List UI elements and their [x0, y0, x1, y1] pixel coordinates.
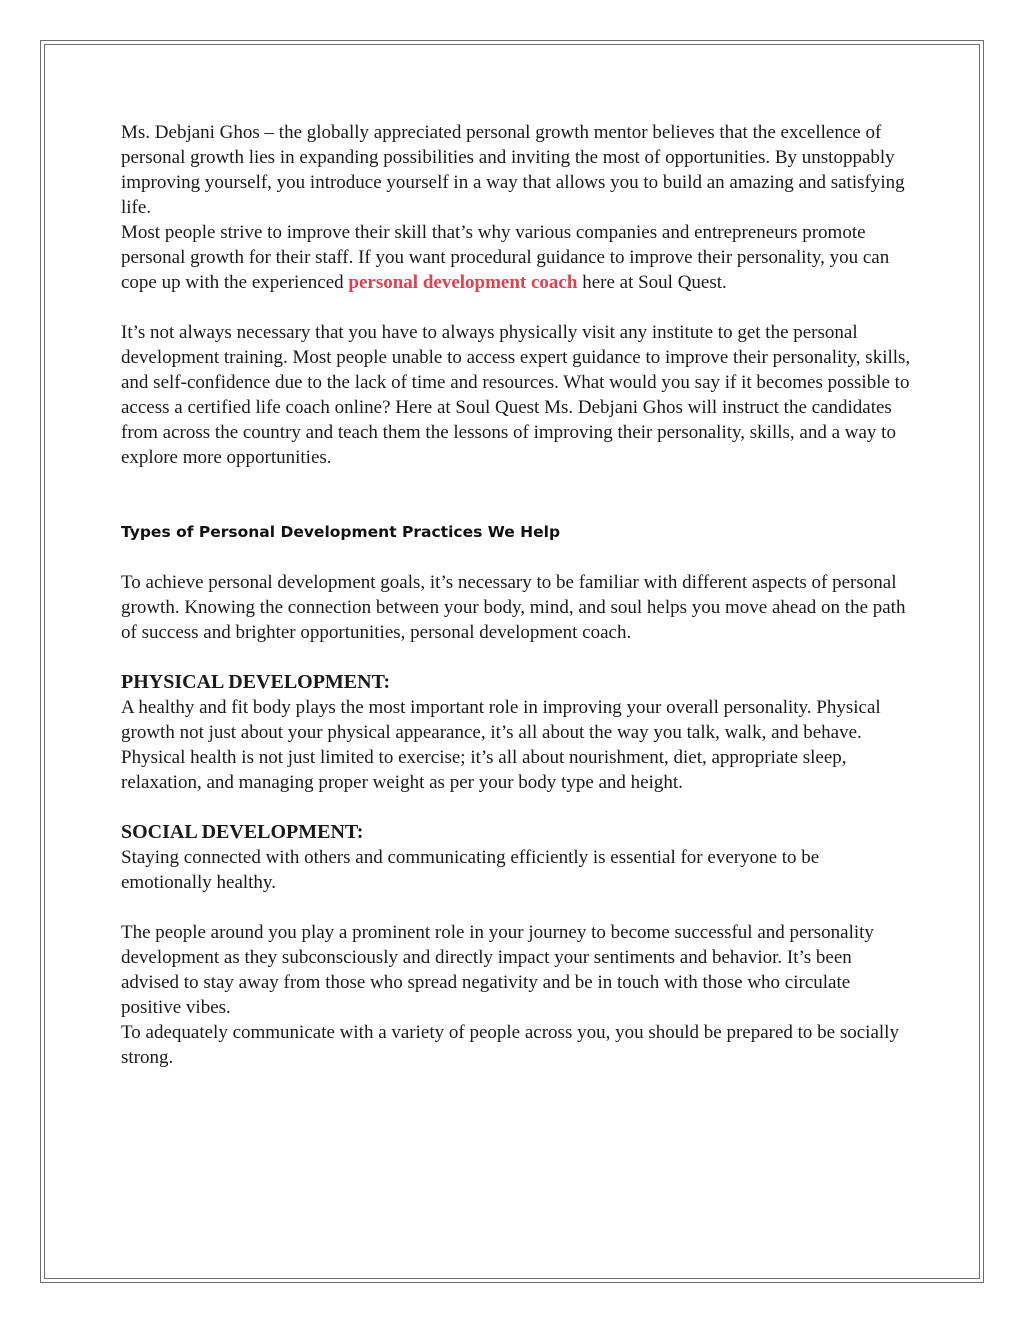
spacer: [121, 795, 911, 820]
social-paragraph-3: To adequately communicate with a variety of people across you, you should be prepared to be socially strong.: [121, 1022, 899, 1068]
social-paragraph-1: Staying connected with others and communicating efficiently is essential for everyone to be emotionally healthy.: [121, 847, 820, 893]
spacer: [121, 295, 911, 320]
types-paragraph: To achieve personal development goals, it’s necessary to be familiar with different aspects of personal growth. Knowing the connection between your body, mind, and soul helps you move ahead on the path of success and brighter opportunities, personal development coach.: [121, 572, 906, 643]
social-development-heading: SOCIAL DEVELOPMENT:: [121, 821, 364, 843]
spacer: [121, 470, 911, 520]
intro-paragraph-2: [121, 220, 911, 295]
document-body: [121, 120, 911, 1070]
section-heading-types: Types of Personal Development Practices We Help: [121, 523, 561, 541]
spacer: [121, 895, 911, 920]
physical-development-heading: PHYSICAL DEVELOPMENT:: [121, 671, 391, 693]
intro-paragraph-3: It’s not always necessary that you have to always physically visit any institute to get the personal development training. Most people unable to access expert guidance to improve their personality, skills, and self-confidence due to the lack of time and resources. What would you say if it becomes possible to access a certified life coach online? Here at Soul Quest Ms. Debjani Ghos will instruct the candidates from across the country and teach them the lessons of improving their personality, skills, and a way to explore more opportunities.: [121, 322, 911, 468]
spacer: [121, 545, 911, 570]
personal-development-coach-link[interactable]: personal development coach: [348, 272, 578, 293]
intro-paragraph-2-start: Most people strive to improve their skill that’s why various companies and entrepreneurs promote personal growth for their staff. If you want procedural guidance to improve their personality, you can cope up with the experienced: [121, 222, 890, 293]
physical-paragraph-2: Physical health is not just limited to exercise; it’s all about nourishment, diet, appropriate sleep, relaxation, and managing proper weight as per your body type and height.: [121, 747, 847, 793]
spacer: [121, 645, 911, 670]
intro-paragraph-1: Ms. Debjani Ghos – the globally appreciated personal growth mentor believes that the excellence of personal growth lies in expanding possibilities and inviting the most of opportunities. By unstoppably improving yourself, you introduce yourself in a way that allows you to build an amazing and satisfying life.: [121, 122, 905, 218]
physical-paragraph-1: A healthy and fit body plays the most important role in improving your overall personality. Physical growth not just about your physical appearance, it’s all about the way you talk, walk, and behave.: [121, 697, 881, 743]
social-paragraph-2: The people around you play a prominent role in your journey to become successful and personality development as they subconsciously and directly impact your sentiments and behavior. It’s been advised to stay away from those who spread negativity and be in touch with those who circulate positive vibes.: [121, 922, 874, 1018]
intro-paragraph-2-end: here at Soul Quest.: [577, 272, 727, 293]
